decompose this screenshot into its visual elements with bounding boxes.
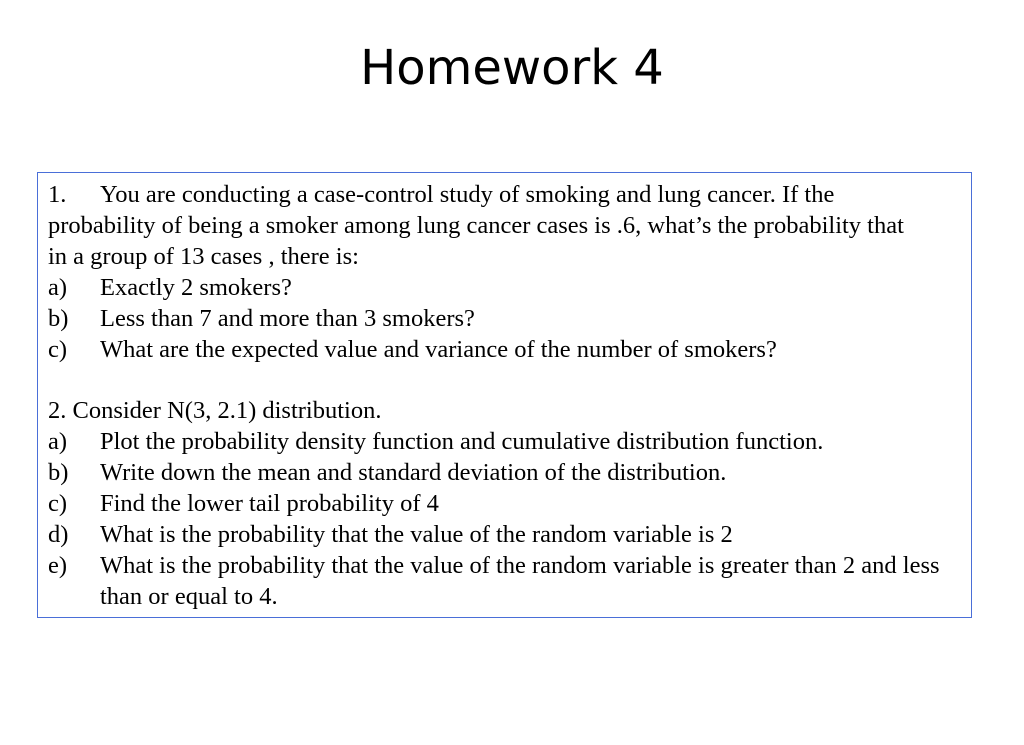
question-1-number: 1. (48, 181, 67, 208)
item-marker: c) (48, 490, 68, 517)
question-2 (48, 395, 961, 612)
question-2-item-c (48, 488, 961, 519)
spacer (48, 365, 961, 395)
slide-title: Homework 4 (360, 40, 664, 96)
question-1-item-b (48, 303, 961, 334)
item-text: Plot the probability density function and cumulative distribution function. (100, 428, 824, 455)
item-marker: d) (48, 521, 69, 548)
item-text: What is the probability that the value of the random variable is 2 (100, 521, 733, 548)
question-1-item-a (48, 272, 961, 303)
item-marker: a) (48, 428, 68, 455)
question-1 (48, 179, 961, 365)
item-text: Find the lower tail probability of 4 (100, 490, 439, 517)
question-1-item-c (48, 334, 961, 365)
item-marker: b) (48, 459, 69, 486)
item-text: What are the expected value and variance of the number of smokers? (100, 336, 777, 363)
item-marker: c) (48, 336, 68, 363)
question-2-intro: 2. Consider N(3, 2.1) distribution. (48, 397, 382, 424)
question-2-item-e (48, 550, 961, 612)
item-text: Write down the mean and standard deviation of the distribution. (100, 459, 727, 486)
item-marker: b) (48, 305, 69, 332)
item-text: What is the probability that the value of the random variable is greater than 2 and less than or equal to 4. (100, 552, 940, 610)
question-1-intro-rest: probability of being a smoker among lung cancer cases is .6, what’s the probability that in a group of 13 cases , there is: (48, 212, 904, 270)
item-marker: a) (48, 274, 68, 301)
question-2-item-d (48, 519, 961, 550)
homework-content-box (37, 172, 972, 618)
item-text: Less than 7 and more than 3 smokers? (100, 305, 475, 332)
question-1-intro-first: You are conducting a case-control study of smoking and lung cancer. If the (100, 181, 835, 208)
question-2-item-a (48, 426, 961, 457)
question-1-first-line (48, 179, 961, 210)
question-2-item-b (48, 457, 961, 488)
item-marker: e) (48, 552, 68, 579)
item-text: Exactly 2 smokers? (100, 274, 292, 301)
